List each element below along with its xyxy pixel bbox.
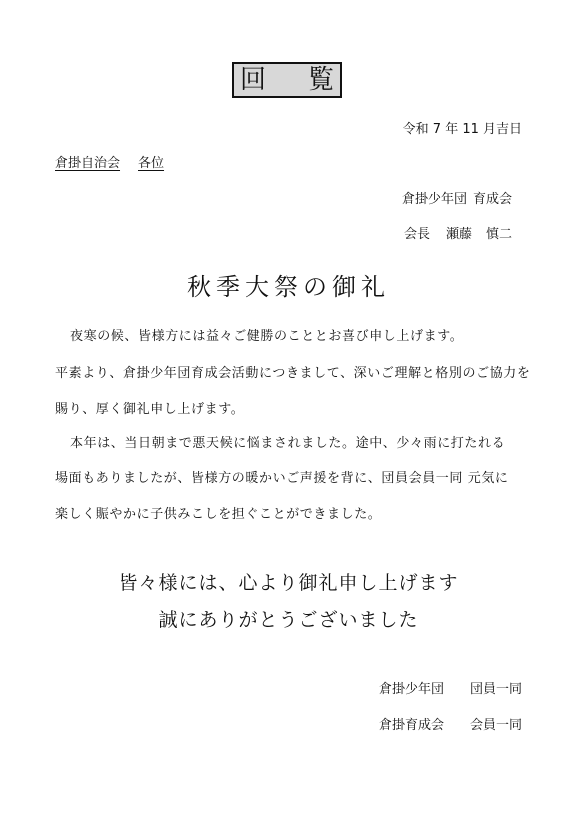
signature-org: 倉掛少年団 <box>378 682 444 697</box>
body-line-6: 楽しく賑やかに子供みこしを担ぐことができました。 <box>55 507 382 522</box>
recipient-org: 倉掛自治会 <box>55 156 121 171</box>
recipient-line <box>55 152 164 171</box>
kairan-char-left: 回 <box>240 65 267 95</box>
signature-members: 団員一同 <box>469 682 522 697</box>
signature-line-1 <box>379 678 522 697</box>
recipient-honorific: 各位 <box>138 156 165 171</box>
sender-org-name: 倉掛少年団 <box>401 192 467 207</box>
kairan-char-right: 覧 <box>307 65 334 95</box>
signature-members: 会員一同 <box>469 718 522 733</box>
document-title: 秋季大祭の御礼 <box>187 273 390 301</box>
document-date: 令和 7 年 11 月吉日 <box>402 122 522 137</box>
sender-organization <box>402 188 512 207</box>
sender-representative <box>404 223 512 242</box>
sender-given-name: 慎二 <box>485 227 512 242</box>
body-line-1: 夜寒の候、皆様方には益々ご健勝のこととお喜び申し上げます。 <box>70 329 464 344</box>
body-line-4: 本年は、当日朝まで悪天候に悩まされました。途中、少々雨に打たれる <box>70 436 506 451</box>
closing-line-1: 皆々様には、心より御礼申し上げます <box>118 572 459 594</box>
body-line-3: 賜り、厚く御礼申し上げます。 <box>55 402 245 417</box>
body-line-2: 平素より、倉掛少年団育成会活動につきまして、深いご理解と格別のご協力を <box>55 366 531 381</box>
signature-line-2 <box>379 714 522 733</box>
sender-role: 会長 <box>403 227 430 242</box>
sender-org-sub: 育成会 <box>472 192 512 207</box>
kairan-label <box>232 62 342 98</box>
sender-surname: 瀬藤 <box>445 227 472 242</box>
closing-line-2: 誠にありがとうございました <box>158 609 419 631</box>
body-line-5: 場面もありましたが、皆様方の暖かいご声援を背に、団員会員一同 元気に <box>55 471 509 486</box>
signature-org: 倉掛育成会 <box>378 718 444 733</box>
